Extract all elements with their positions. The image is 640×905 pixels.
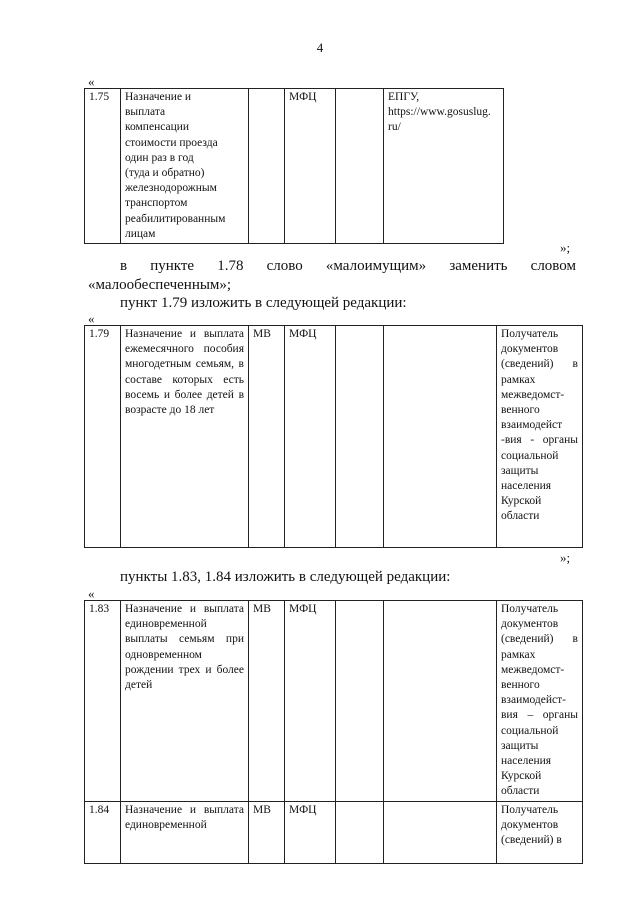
cell-mfc: МФЦ — [285, 89, 336, 244]
cell-agency: МВ — [249, 601, 285, 802]
service-name: Назначение и выплата единовременной выплаты семьям при одновременном рождении трех и более детей — [121, 601, 249, 802]
page-number: 4 — [316, 40, 324, 55]
table-item-1-75 — [84, 88, 504, 244]
paragraph-1-78: в пункте 1.78 слово «малоимущим» заменить словом «малообеспеченным»; — [88, 258, 576, 293]
table-items-1-83-1-84 — [84, 600, 583, 864]
cell-recipient: Получатель документов (сведений) в — [497, 801, 583, 863]
cell-recipient: Получатель документов (сведений) в рамках межведомст-венного взаимодейст-вия – органы социальной защиты населения Курской области — [497, 601, 583, 802]
table-row — [85, 801, 583, 863]
cell-empty — [336, 326, 384, 548]
close-quote: »; — [560, 240, 571, 255]
close-quote: »; — [560, 550, 571, 565]
table-row — [85, 601, 583, 802]
cell-mfc: МФЦ — [285, 801, 336, 863]
open-quote: « — [88, 586, 95, 601]
cell-portal: ЕПГУ, https://www.gosuslug. ru/ — [384, 89, 504, 244]
cell-empty — [336, 89, 384, 244]
open-quote: « — [88, 311, 95, 326]
service-name: Назначение и выплата ежемесячного пособия многодетным семьям, в составе которых есть восемь и более детей в возрасте до 18 лет — [121, 326, 249, 548]
paragraph-1-83: пункты 1.83, 1.84 изложить в следующей редакции: — [120, 569, 451, 585]
paragraph-1-79: пункт 1.79 изложить в следующей редакции: — [120, 295, 407, 311]
table-item-1-79 — [84, 325, 583, 548]
row-number: 1.83 — [85, 601, 121, 802]
cell-empty — [336, 601, 384, 802]
cell-mfc: МФЦ — [285, 326, 336, 548]
row-number: 1.75 — [85, 89, 121, 244]
service-name: Назначение и выплата компенсации стоимости проезда один раз в год (туда и обратно) железнодорожным транспортом реабилитированным лицам — [121, 89, 249, 244]
table-row — [85, 89, 504, 244]
service-name: Назначение и выплата единовременной — [121, 801, 249, 863]
cell-empty — [384, 601, 497, 802]
cell-empty — [336, 801, 384, 863]
table-row — [85, 326, 583, 548]
cell-empty — [384, 326, 497, 548]
open-quote: « — [88, 74, 95, 89]
cell-empty — [384, 801, 497, 863]
cell-agency: МВ — [249, 326, 285, 548]
cell-agency — [249, 89, 285, 244]
row-number: 1.79 — [85, 326, 121, 548]
cell-mfc: МФЦ — [285, 601, 336, 802]
cell-agency: МВ — [249, 801, 285, 863]
row-number: 1.84 — [85, 801, 121, 863]
cell-recipient: Получатель документов (сведений) в рамках межведомст-венного взаимодейст -вия - органы социальной защиты населения Курской области — [497, 326, 583, 548]
